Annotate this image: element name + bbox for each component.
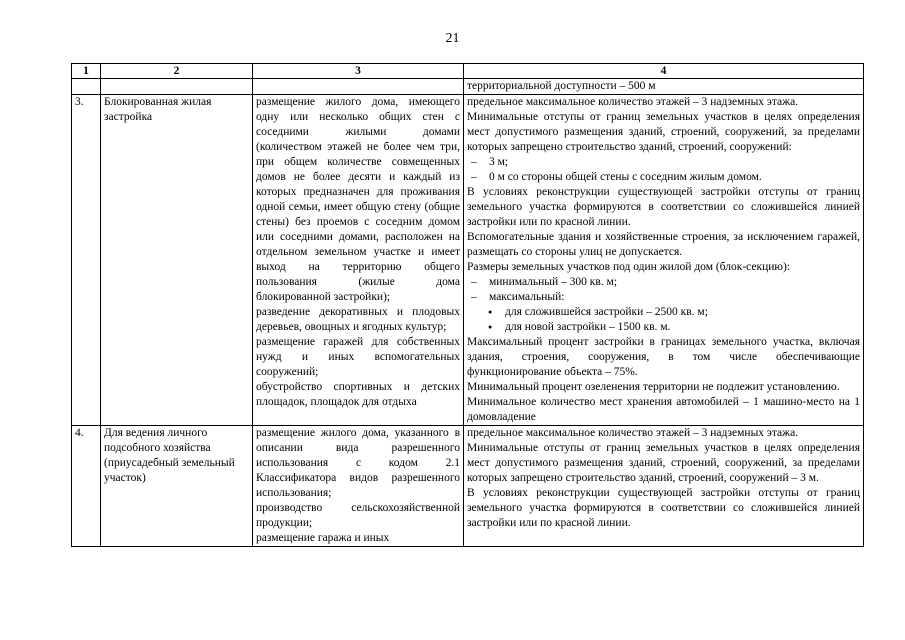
row-number: 3. <box>72 95 101 426</box>
dash-list-item: – 3 м; <box>467 155 860 170</box>
use-type-name: Для ведения личного подсобного хозяйства (приусадебный земельный участок) <box>101 426 253 547</box>
param-paragraph: предельное максимальное количество этажей – 3 надземных этажа. <box>467 96 799 108</box>
header-col-2: 2 <box>101 64 253 79</box>
description-paragraph: разведение декоративных и плодовых деревьев, овощных и ягодных культур; <box>256 306 460 333</box>
continuation-text: территориальной доступности – 500 м <box>464 79 864 95</box>
page-number: 21 <box>445 31 460 46</box>
param-paragraph: Минимальные отступы от границ земельных участков в целях определения мест допустимого размещения зданий, строений, сооружений, за пределами которых запрещено строительство зданий, строений, сооружений: <box>467 111 860 153</box>
dash-list-item: – минимальный – 300 кв. м; <box>467 275 860 290</box>
description-paragraph: размещение жилого дома, указанного в описании вида разрешенного использования с кодом 2.1 Классификатора видов разрешенного использования; <box>256 427 460 499</box>
param-paragraph: Минимальные отступы от границ земельных участков в целях определения мест допустимого размещения зданий, строений, сооружений, за пределами которых запрещено строительство зданий, строений, сооружений – 3 м. <box>467 442 860 484</box>
use-description <box>253 95 464 426</box>
param-paragraph: предельное максимальное количество этажей – 3 надземных этажа. <box>467 427 799 439</box>
table-row-continuation <box>72 79 864 95</box>
row-number: 4. <box>72 426 101 547</box>
dash-list-item: – максимальный: <box>467 290 860 305</box>
dash-list-item: – 0 м со стороны общей стены с соседним жилым домом. <box>467 170 860 185</box>
param-paragraph: Минимальное количество мест хранения автомобилей – 1 машино-место на 1 домовладение <box>467 396 860 423</box>
param-paragraph: В условиях реконструкции существующей застройки отступы от границ земельного участка формируются в соответствии со сложившейся линией застройки или по красной линии. <box>467 487 860 529</box>
param-paragraph: Максимальный процент застройки в границах земельного участка, включая здания, строения, сооружения, в том числе обеспечивающие функционирование объекта – 75%. <box>467 336 860 378</box>
description-paragraph: размещение гаражей для собственных нужд и иных вспомогательных сооружений; <box>256 336 460 378</box>
description-paragraph: обустройство спортивных и детских площадок, площадок для отдыха <box>256 381 460 408</box>
table-row <box>72 95 864 426</box>
header-col-3: 3 <box>253 64 464 79</box>
use-parameters <box>464 95 864 426</box>
bullet-list-item: ● для сложившейся застройки – 2500 кв. м; <box>467 305 860 320</box>
table-row <box>72 426 864 547</box>
bullet-list-item: ● для новой застройки – 1500 кв. м. <box>467 320 860 335</box>
header-col-1: 1 <box>72 64 101 79</box>
param-paragraph: Вспомогательные здания и хозяйственные строения, за исключением гаражей, размещать со стороны улиц не допускается. <box>467 231 860 258</box>
description-paragraph: производство сельскохозяйственной продукции; <box>256 502 460 529</box>
param-paragraph: Размеры земельных участков под один жилой дом (блок-секцию): <box>467 261 791 273</box>
table-header-row <box>72 64 864 79</box>
description-paragraph: размещение жилого дома, имеющего одну или несколько общих стен с соседними жилыми домами (количеством этажей не более чем три, при общем количестве совмещенных домов не более десяти и каждый из которых предназначен для проживания одной семьи, имеет общую стену (общие стены) без проемов с соседним домом или соседними домами, расположен на отдельном земельном участке и имеет выход на территорию общего пользования (жилые дома блокированной застройки); <box>256 96 460 303</box>
description-paragraph: размещение гаража и иных <box>256 532 390 544</box>
use-type-name: Блокированная жилая застройка <box>101 95 253 426</box>
regulations-table <box>71 63 864 547</box>
use-description <box>253 426 464 547</box>
param-paragraph: Минимальный процент озеленения территории не подлежит установлению. <box>467 381 840 393</box>
use-parameters <box>464 426 864 547</box>
param-paragraph: В условиях реконструкции существующей застройки отступы от границ земельного участка формируются в соответствии со сложившейся линией застройки или по красной линии. <box>467 186 860 228</box>
header-col-4: 4 <box>464 64 864 79</box>
